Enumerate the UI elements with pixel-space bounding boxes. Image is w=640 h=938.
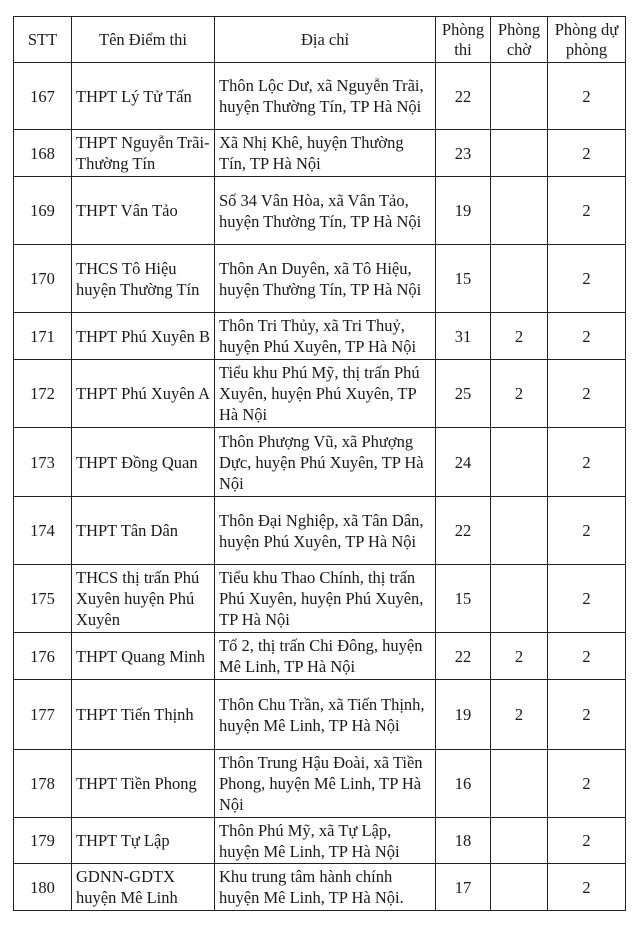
cell-name: THPT Nguyễn Trãi-Thường Tín (72, 130, 215, 177)
table-row (14, 633, 626, 680)
table-row (14, 680, 626, 750)
cell-phong-du-phong: 2 (548, 864, 626, 911)
cell-phong-thi: 24 (436, 428, 491, 497)
table-row (14, 565, 626, 633)
table-row (14, 818, 626, 864)
cell-address: Thôn Phượng Vũ, xã Phượng Dực, huyện Phú Xuyên, TP Hà Nội (215, 428, 436, 497)
table-row (14, 428, 626, 497)
cell-phong-thi: 15 (436, 565, 491, 633)
cell-phong-thi: 15 (436, 245, 491, 313)
table-row (14, 245, 626, 313)
header-phong-du-phong: Phòng dự phòng (548, 17, 626, 63)
cell-address: Thôn Lộc Dư, xã Nguyễn Trãi, huyện Thường Tín, TP Hà Nội (215, 63, 436, 130)
cell-phong-thi: 16 (436, 750, 491, 818)
cell-phong-du-phong: 2 (548, 177, 626, 245)
cell-address: Thôn Trung Hậu Đoài, xã Tiền Phong, huyện Mê Linh, TP Hà Nội (215, 750, 436, 818)
cell-phong-cho: 2 (491, 360, 548, 428)
cell-phong-thi: 22 (436, 63, 491, 130)
cell-stt: 177 (14, 680, 72, 750)
cell-phong-du-phong: 2 (548, 63, 626, 130)
exam-sites-table (13, 16, 626, 911)
cell-phong-cho (491, 497, 548, 565)
header-stt: STT (14, 17, 72, 63)
cell-phong-du-phong: 2 (548, 633, 626, 680)
table-row (14, 750, 626, 818)
cell-phong-cho: 2 (491, 313, 548, 360)
cell-address: Tổ 2, thị trấn Chi Đông, huyện Mê Linh, TP Hà Nội (215, 633, 436, 680)
cell-phong-du-phong: 2 (548, 130, 626, 177)
cell-phong-thi: 17 (436, 864, 491, 911)
cell-stt: 176 (14, 633, 72, 680)
cell-stt: 175 (14, 565, 72, 633)
cell-name: THCS thị trấn Phú Xuyên huyện Phú Xuyên (72, 565, 215, 633)
table-row (14, 864, 626, 911)
cell-phong-cho (491, 130, 548, 177)
header-phong-cho: Phòng chờ (491, 17, 548, 63)
cell-phong-cho (491, 177, 548, 245)
table-row (14, 130, 626, 177)
cell-address: Thôn Tri Thủy, xã Tri Thuỷ, huyện Phú Xuyên, TP Hà Nội (215, 313, 436, 360)
table-row (14, 177, 626, 245)
cell-stt: 168 (14, 130, 72, 177)
cell-phong-cho: 2 (491, 680, 548, 750)
cell-stt: 167 (14, 63, 72, 130)
cell-address: Thôn Chu Trần, xã Tiến Thịnh, huyện Mê Linh, TP Hà Nội (215, 680, 436, 750)
cell-phong-du-phong: 2 (548, 428, 626, 497)
cell-stt: 178 (14, 750, 72, 818)
cell-phong-cho (491, 565, 548, 633)
cell-address: Khu trung tâm hành chính huyện Mê Linh, TP Hà Nội. (215, 864, 436, 911)
header-row (14, 17, 626, 63)
cell-phong-du-phong: 2 (548, 818, 626, 864)
cell-stt: 180 (14, 864, 72, 911)
cell-phong-du-phong: 2 (548, 750, 626, 818)
cell-stt: 173 (14, 428, 72, 497)
cell-phong-thi: 22 (436, 497, 491, 565)
cell-name: THPT Tự Lập (72, 818, 215, 864)
cell-stt: 169 (14, 177, 72, 245)
cell-address: Thôn An Duyên, xã Tô Hiệu, huyện Thường Tín, TP Hà Nội (215, 245, 436, 313)
cell-phong-du-phong: 2 (548, 313, 626, 360)
table-row (14, 63, 626, 130)
cell-phong-cho: 2 (491, 633, 548, 680)
cell-name: THPT Quang Minh (72, 633, 215, 680)
table-row (14, 313, 626, 360)
cell-phong-thi: 18 (436, 818, 491, 864)
cell-address: Số 34 Vân Hòa, xã Vân Tảo, huyện Thường Tín, TP Hà Nội (215, 177, 436, 245)
cell-name: THPT Vân Tảo (72, 177, 215, 245)
cell-stt: 179 (14, 818, 72, 864)
cell-address: Thôn Phú Mỹ, xã Tự Lập, huyện Mê Linh, TP Hà Nội (215, 818, 436, 864)
cell-address: Thôn Đại Nghiệp, xã Tân Dân, huyện Phú Xuyên, TP Hà Nội (215, 497, 436, 565)
cell-stt: 170 (14, 245, 72, 313)
cell-phong-du-phong: 2 (548, 680, 626, 750)
cell-address: Tiểu khu Thao Chính, thị trấn Phú Xuyên, huyện Phú Xuyên, TP Hà Nội (215, 565, 436, 633)
cell-phong-du-phong: 2 (548, 565, 626, 633)
cell-phong-cho (491, 63, 548, 130)
table-row (14, 360, 626, 428)
cell-phong-thi: 31 (436, 313, 491, 360)
cell-address: Tiểu khu Phú Mỹ, thị trấn Phú Xuyên, huyện Phú Xuyên, TP Hà Nội (215, 360, 436, 428)
cell-phong-du-phong: 2 (548, 245, 626, 313)
table-row (14, 497, 626, 565)
cell-name: THPT Đồng Quan (72, 428, 215, 497)
cell-phong-cho (491, 750, 548, 818)
cell-phong-cho (491, 245, 548, 313)
cell-name: THPT Phú Xuyên A (72, 360, 215, 428)
cell-name: THCS Tô Hiệu huyện Thường Tín (72, 245, 215, 313)
cell-stt: 174 (14, 497, 72, 565)
cell-phong-du-phong: 2 (548, 497, 626, 565)
header-name: Tên Điểm thi (72, 17, 215, 63)
cell-phong-cho (491, 818, 548, 864)
table-header (14, 17, 626, 63)
cell-phong-cho (491, 864, 548, 911)
cell-phong-thi: 25 (436, 360, 491, 428)
table-body (14, 63, 626, 911)
cell-name: THPT Tiến Thịnh (72, 680, 215, 750)
cell-phong-thi: 19 (436, 680, 491, 750)
cell-phong-du-phong: 2 (548, 360, 626, 428)
cell-phong-thi: 23 (436, 130, 491, 177)
header-address: Địa chỉ (215, 17, 436, 63)
cell-address: Xã Nhị Khê, huyện Thường Tín, TP Hà Nội (215, 130, 436, 177)
cell-name: THPT Lý Tử Tấn (72, 63, 215, 130)
cell-phong-cho (491, 428, 548, 497)
cell-phong-thi: 22 (436, 633, 491, 680)
cell-name: THPT Tân Dân (72, 497, 215, 565)
header-phong-thi: Phòng thi (436, 17, 491, 63)
cell-name: GDNN-GDTX huyện Mê Linh (72, 864, 215, 911)
cell-name: THPT Phú Xuyên B (72, 313, 215, 360)
cell-stt: 172 (14, 360, 72, 428)
cell-name: THPT Tiền Phong (72, 750, 215, 818)
cell-phong-thi: 19 (436, 177, 491, 245)
cell-stt: 171 (14, 313, 72, 360)
